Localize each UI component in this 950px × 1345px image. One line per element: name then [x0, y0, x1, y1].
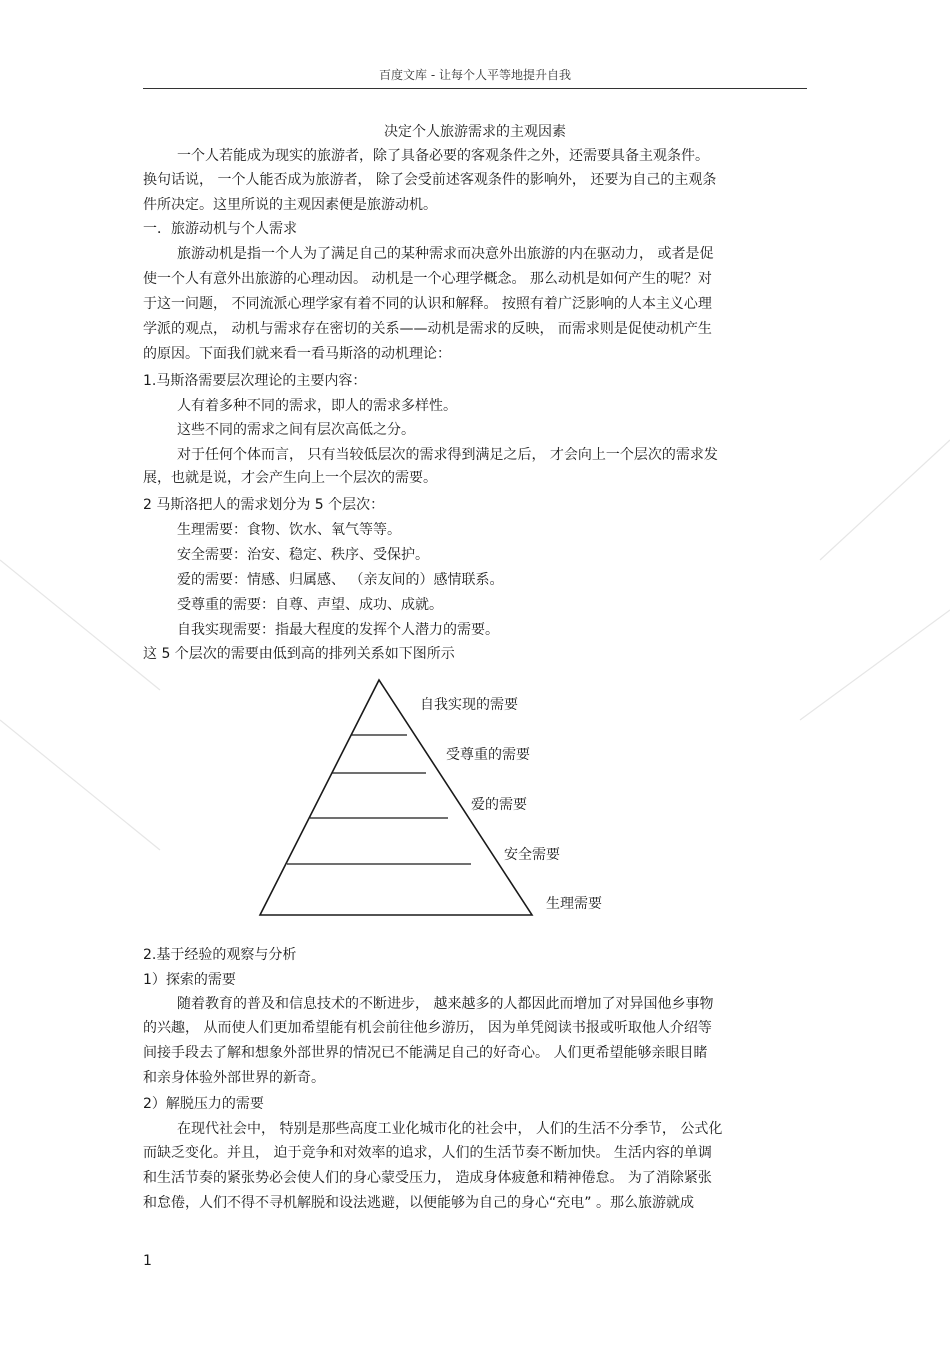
section2-p2-line2: 而缺乏变化。并且， 迫于竞争和对效率的追求，人们的生活节奏不断加快。 生活内容的单调 — [143, 1145, 712, 1161]
maslow1-line4: 展，也就是说，才会产生向上一个层次的需要。 — [143, 470, 437, 486]
maslow2-line5: 自我实现需要：指最大程度的发挥个人潜力的需要。 — [177, 622, 499, 638]
pyramid-level-love: 爱的需要 — [471, 797, 527, 813]
para2-line1: 旅游动机是指一个人为了满足自己的某种需求而决意外出旅游的内在驱动力， 或者是促 — [177, 246, 714, 262]
para2-line3: 于这一问题， 不同流派心理学家有着不同的认识和解释。 按照有着广泛影响的人本主义心理 — [143, 296, 712, 312]
para1-line1: 一个人若能成为现实的旅游者，除了具备必要的客观条件之外，还需要具备主观条件。 — [177, 148, 709, 164]
section2-p1-line4: 和亲身体验外部世界的新奇。 — [143, 1070, 325, 1086]
maslow2-line1: 生理需要：食物、饮水、氧气等等。 — [177, 522, 401, 538]
maslow1-line1: 人有着多种不同的需求，即人的需求多样性。 — [177, 398, 457, 414]
maslow1-line2: 这些不同的需求之间有层次高低之分。 — [177, 422, 415, 438]
maslow-pyramid-diagram — [250, 672, 630, 922]
section2-heading: 2.基于经验的观察与分析 — [143, 947, 297, 963]
maslow2-heading: 2 马斯洛把人的需求划分为 5 个层次： — [143, 497, 385, 513]
maslow1-line3: 对于任何个体而言， 只有当较低层次的需求得到满足之后， 才会向上一个层次的需求发 — [177, 447, 718, 463]
maslow2-intro: 这 5 个层次的需要由低到高的排列关系如下图所示 — [143, 646, 455, 662]
maslow2-line3: 爱的需要：情感、归属感、 （亲友间的）感情联系。 — [177, 572, 504, 588]
pyramid-level-safety: 安全需要 — [504, 847, 560, 863]
maslow1-heading: 1.马斯洛需要层次理论的主要内容： — [143, 373, 367, 389]
section1-heading: 一．旅游动机与个人需求 — [143, 221, 297, 237]
section2-p2-line4: 和怠倦，人们不得不寻机解脱和设法逃避，以便能够为自己的身心“充电” 。那么旅游就成 — [143, 1195, 694, 1211]
para2-line4: 学派的观点， 动机与需求存在密切的关系——动机是需求的反映， 而需求则是促使动机产生 — [143, 321, 712, 337]
pyramid-level-physiological: 生理需要 — [546, 896, 602, 912]
page-number: 1 — [143, 1253, 152, 1269]
section2-sub2: 2）解脱压力的需要 — [143, 1096, 264, 1112]
page-header: 百度文库 - 让每个人平等地提升自我 — [143, 66, 807, 89]
maslow2-line4: 受尊重的需要：自尊、声望、成功、成就。 — [177, 597, 443, 613]
section2-p2-line3: 和生活节奏的紧张势必会使人们的身心蒙受压力， 造成身体疲惫和精神倦怠。 为了消除紧张 — [143, 1170, 712, 1186]
section2-p1-line2: 的兴趣， 从而使人们更加希望能有机会前往他乡游历， 因为单凭阅读书报或听取他人介绍等 — [143, 1020, 712, 1036]
maslow2-line2: 安全需要：治安、稳定、秩序、受保护。 — [177, 547, 429, 563]
section2-sub1: 1）探索的需要 — [143, 972, 236, 988]
section2-p2-line1: 在现代社会中， 特别是那些高度工业化城市化的社会中， 人们的生活不分季节， 公式化 — [177, 1121, 723, 1137]
para1-line2: 换句话说， 一个人能否成为旅游者， 除了会受前述客观条件的影响外， 还要为自己的主观条 — [143, 172, 717, 188]
document-title: 决定个人旅游需求的主观因素 — [384, 124, 566, 140]
para2-line5: 的原因。下面我们就来看一看马斯洛的动机理论： — [143, 346, 451, 362]
pyramid-level-esteem: 受尊重的需要 — [446, 747, 530, 763]
para2-line2: 使一个人有意外出旅游的心理动因。 动机是一个心理学概念。 那么动机是如何产生的呢？对 — [143, 271, 712, 287]
para1-line3: 件所决定。这里所说的主观因素便是旅游动机。 — [143, 197, 437, 213]
section2-p1-line3: 间接手段去了解和想象外部世界的情况已不能满足自己的好奇心。 人们更希望能够亲眼目睹 — [143, 1045, 708, 1061]
pyramid-level-self-actualization: 自我实现的需要 — [420, 697, 518, 713]
section2-p1-line1: 随着教育的普及和信息技术的不断进步， 越来越多的人都因此而增加了对异国他乡事物 — [177, 996, 714, 1012]
